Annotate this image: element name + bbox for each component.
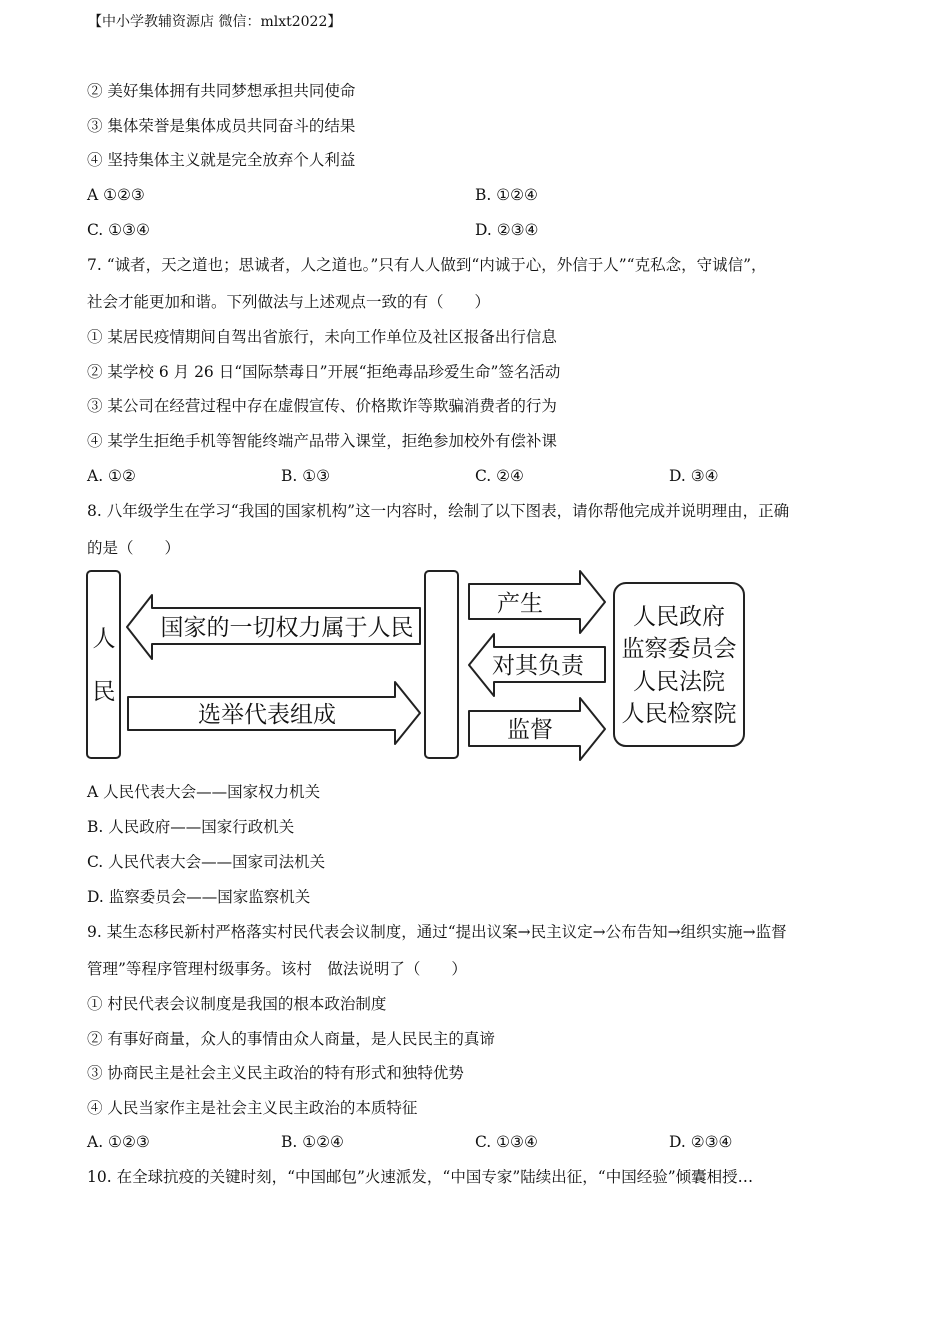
arrow-elect-label: 选举代表组成 xyxy=(198,702,336,728)
q8-option-a: A 人民代表大会——国家权力机关 xyxy=(87,783,321,801)
q6-item-3: ③ 集体荣誉是集体成员共同奋斗的结果 xyxy=(87,117,356,135)
q10-stem-line1: 10. 在全球抗疫的关键时刻，“中国邮包”火速派发，“中国专家”陆续出征，“中国经验”倾囊相授… xyxy=(87,1168,754,1186)
arrow-supervise-label: 监督 xyxy=(507,717,553,743)
q9-option-b: B. ①②④ xyxy=(281,1133,344,1151)
q6-option-a: A ①②③ xyxy=(87,186,145,204)
organ-court: 人民法院 xyxy=(633,669,725,695)
q6-item-4: ④ 坚持集体主义就是完全放弃个人利益 xyxy=(87,151,356,169)
q8-option-b: B. 人民政府——国家行政机关 xyxy=(87,818,295,836)
q9-item-1: ① 村民代表会议制度是我国的根本政治制度 xyxy=(87,995,387,1013)
q7-option-c: C. ②④ xyxy=(475,467,524,485)
q9-item-3: ③ 协商民主是社会主义民主政治的特有形式和独特优势 xyxy=(87,1064,464,1082)
q7-stem-line1: 7. “诚者，天之道也；思诚者，人之道也。”只有人人做到“内诚于心，外信于人”“克私念，守诚信”， xyxy=(87,256,767,274)
people-box xyxy=(87,571,120,758)
organ-government: 人民政府 xyxy=(633,604,725,630)
q9-stem-line1: 9. 某生态移民新村严格落实村民代表会议制度，通过“提出议案→民主议定→公布告知→组织实施→监督 xyxy=(87,923,787,941)
q7-item-4: ④ 某学生拒绝手机等智能终端产品带入课堂，拒绝参加校外有偿补课 xyxy=(87,432,557,450)
q9-option-a: A. ①②③ xyxy=(87,1133,150,1151)
q9-item-4: ④ 人民当家作主是社会主义民主政治的本质特征 xyxy=(87,1099,418,1117)
q7-item-2: ② 某学校 6 月 26 日“国际禁毒日”开展“拒绝毒品珍爱生命”签名活动 xyxy=(87,363,561,381)
q6-option-d: D. ②③④ xyxy=(475,221,539,239)
arrow-power-label: 国家的一切权力属于人民 xyxy=(160,615,414,641)
arrow-produce-label: 产生 xyxy=(497,591,543,617)
arrow-responsible-label: 对其负责 xyxy=(492,653,584,679)
q8-option-c: C. 人民代表大会——国家司法机关 xyxy=(87,853,326,871)
middle-box xyxy=(425,571,458,758)
q7-stem-line2: 社会才能更加和谐。下列做法与上述观点一致的有（ ） xyxy=(87,293,491,311)
q7-item-3: ③ 某公司在经营过程中存在虚假宣传、价格欺诈等欺骗消费者的行为 xyxy=(87,397,557,415)
q9-option-c: C. ①③④ xyxy=(475,1133,538,1151)
people-char-bottom: 民 xyxy=(92,679,116,705)
page-header: 【中小学教辅资源店 微信：mlxt2022】 xyxy=(88,14,342,30)
q8-option-d: D. 监察委员会——国家监察机关 xyxy=(87,888,311,906)
q9-option-d: D. ②③④ xyxy=(669,1133,733,1151)
people-char-top: 人 xyxy=(92,626,116,652)
q9-stem-line2: 管理”等程序管理村级事务。该村 做法说明了（ ） xyxy=(87,960,467,978)
q6-item-2: ② 美好集体拥有共同梦想承担共同使命 xyxy=(87,82,356,100)
q7-option-d: D. ③④ xyxy=(669,467,719,485)
q8-stem-line1: 8. 八年级学生在学习“我国的国家机构”这一内容时，绘制了以下图表，请你帮他完成并说明理由，正确 xyxy=(87,502,790,520)
organ-procuratorate: 人民检察院 xyxy=(621,701,737,727)
q9-item-2: ② 有事好商量，众人的事情由众人商量，是人民民主的真谛 xyxy=(87,1030,495,1048)
q7-item-1: ① 某居民疫情期间自驾出省旅行，未向工作单位及社区报备出行信息 xyxy=(87,328,557,346)
q6-option-c: C. ①③④ xyxy=(87,221,150,239)
organ-supervisory: 监察委员会 xyxy=(621,636,737,662)
q7-option-a: A. ①② xyxy=(87,467,136,485)
q7-option-b: B. ①③ xyxy=(281,467,331,485)
q8-stem-line2: 的是（ ） xyxy=(87,539,181,557)
q6-option-b: B. ①②④ xyxy=(475,186,538,204)
